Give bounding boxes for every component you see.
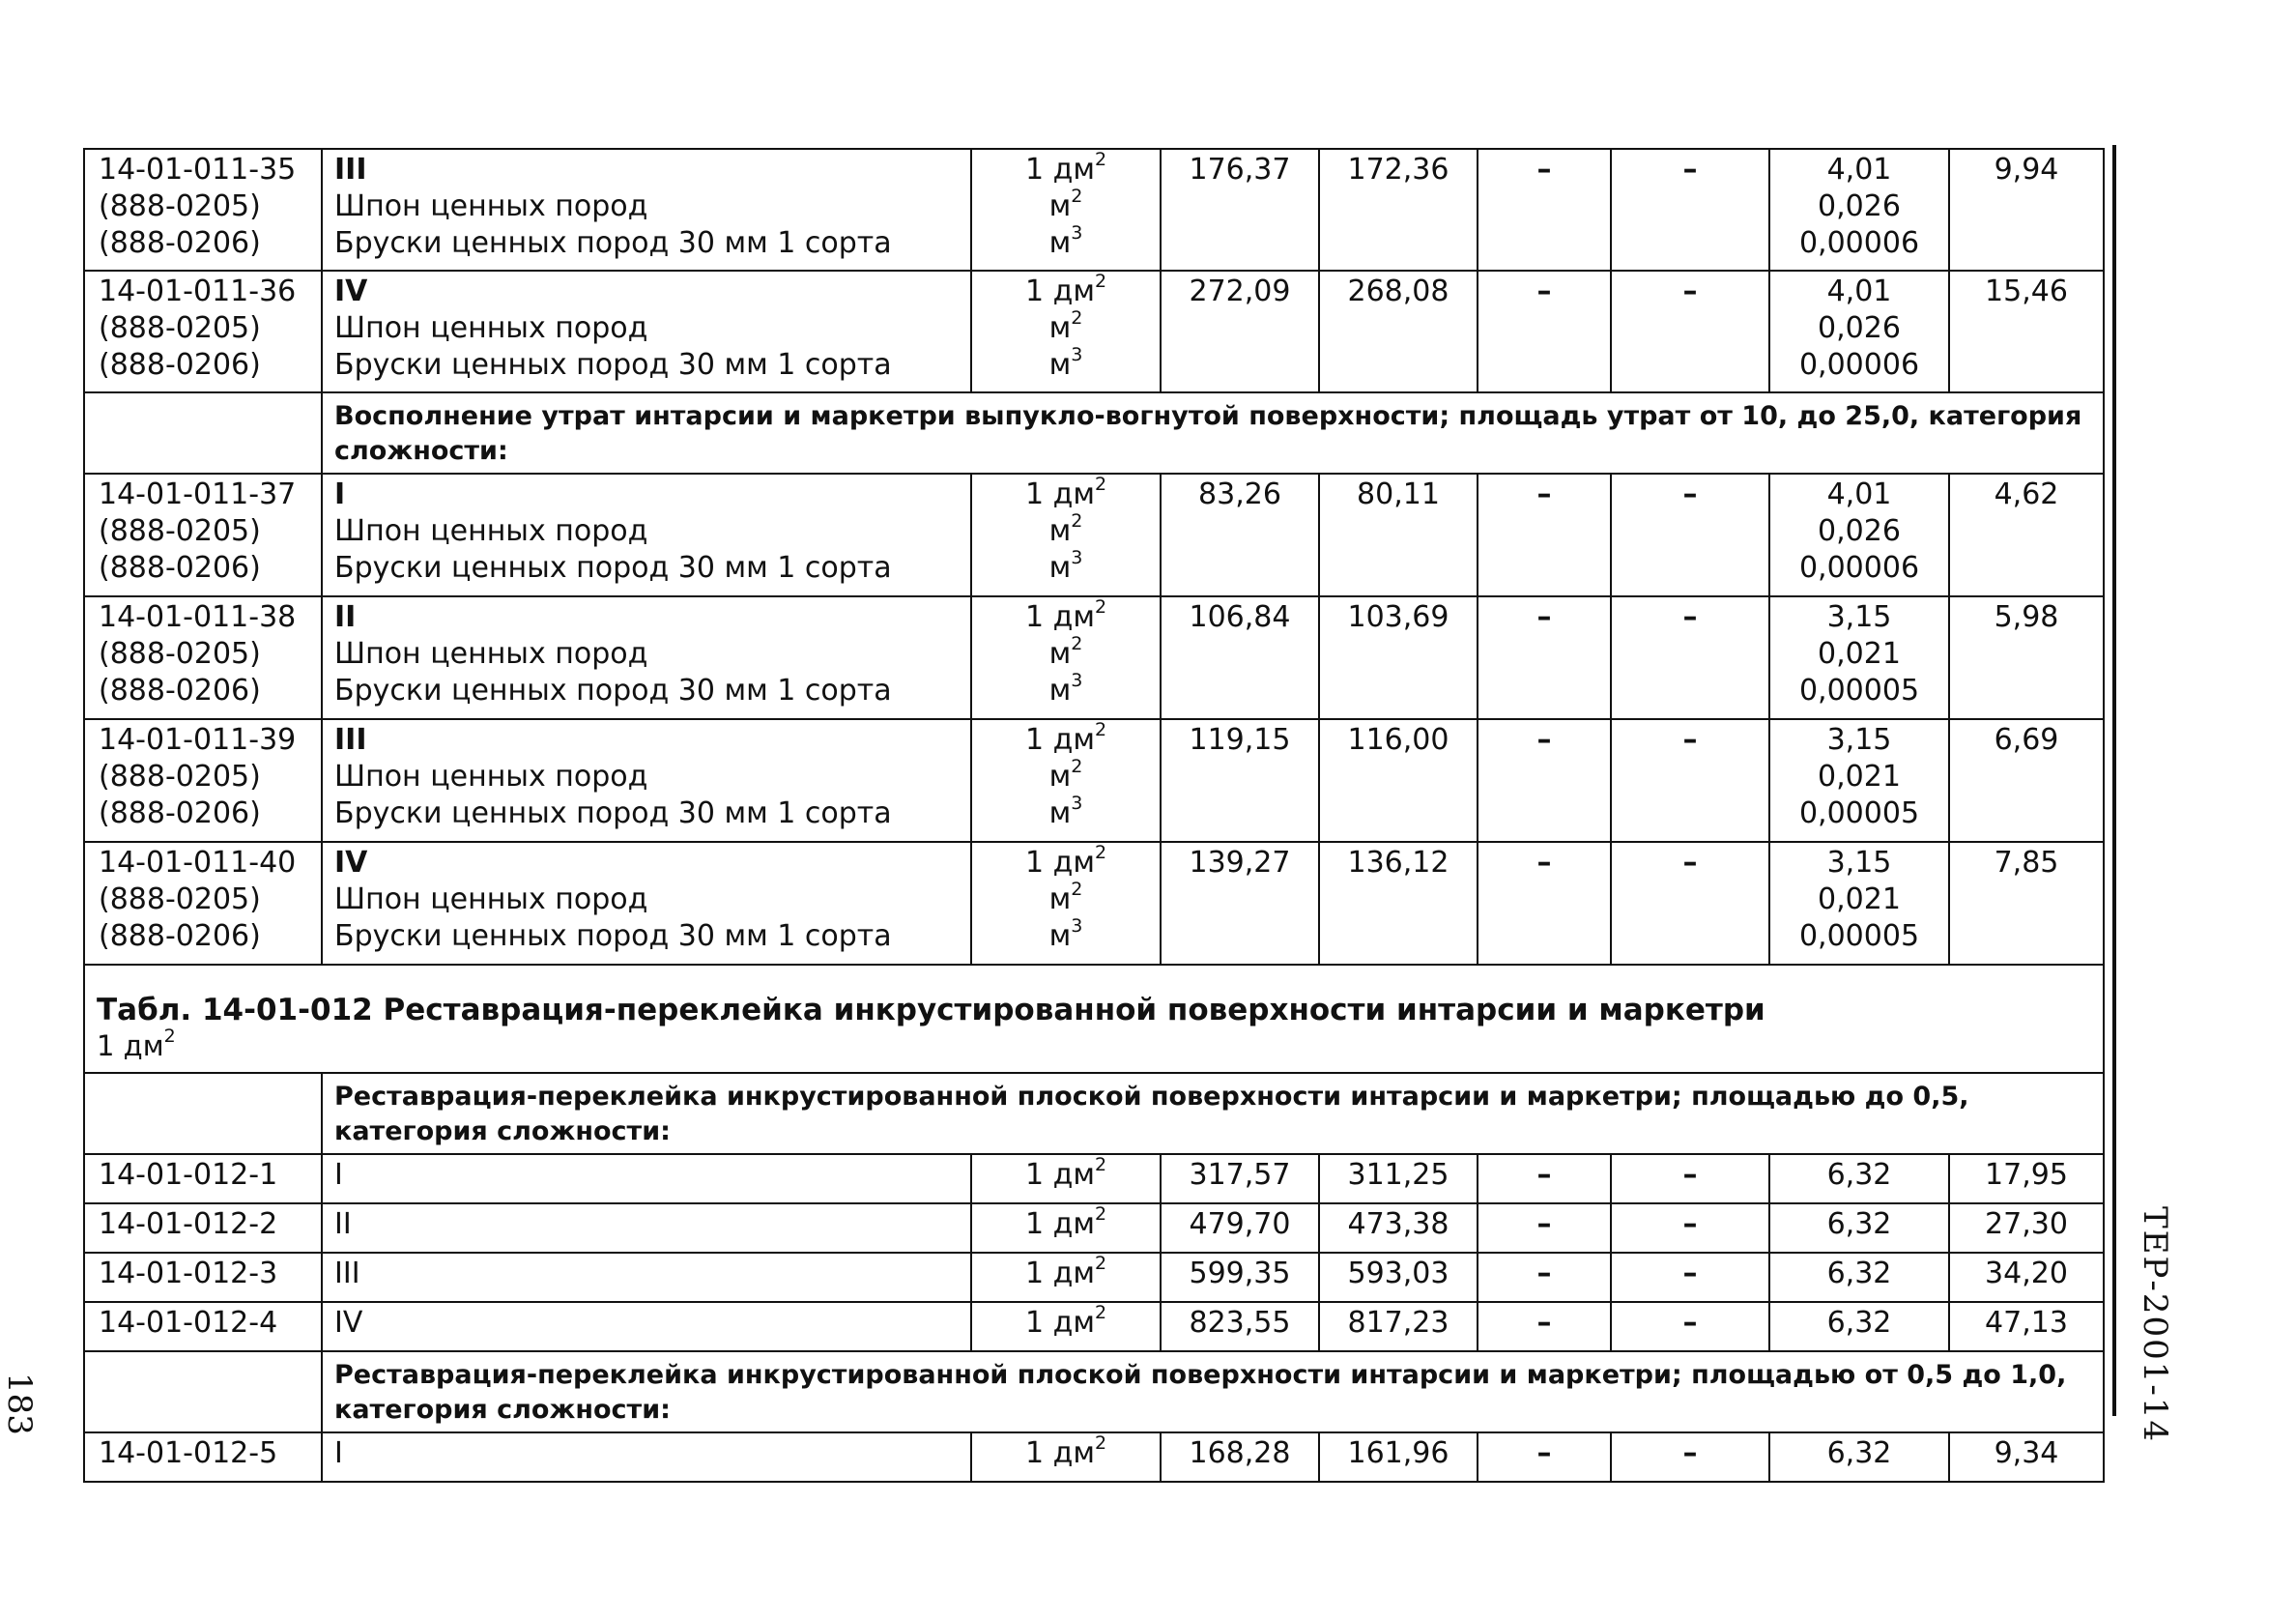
labor-cell: 9,94 [1949,149,2104,271]
wage-cell: 103,69 [1319,596,1478,719]
total-cost-cell: 317,57 [1161,1154,1319,1203]
labor-cell: 17,95 [1949,1154,2104,1203]
total-cost-cell: 139,27 [1161,842,1319,965]
code-cell: 14-01-012-5 [84,1432,322,1482]
document-code: ТЕР-2001-14 [2136,1206,2174,1444]
section-row [84,1351,2104,1432]
wage-cell: 161,96 [1319,1432,1478,1482]
unit-cell: 1 $дм^2$ $м^2$ $м^3$ [971,596,1161,719]
labor-cell: 5,98 [1949,596,2104,719]
wage-cell: 311,25 [1319,1154,1478,1203]
unit-cell: 1 $дм^2$ $м^2$ $м^3$ [971,719,1161,842]
driver-wage-cell: – [1611,596,1769,719]
labor-cell: 6,69 [1949,719,2104,842]
table-row [84,1154,2104,1203]
table-row [84,1203,2104,1253]
materials-cell: 6,32 [1769,1302,1949,1351]
binding-edge-line [2112,145,2116,1416]
rates-table [83,148,2105,1483]
materials-cell: 4,01 0,026 0,00006 [1769,271,1949,392]
table-row [84,1302,2104,1351]
section-heading: Реставрация-переклейка инкрустированной плоской поверхности интарсии и маркетри; площадью от 0,5 до 1,0, категория сложности: [322,1351,2104,1432]
materials-cell: 4,01 0,026 0,00006 [1769,474,1949,596]
driver-wage-cell: – [1611,719,1769,842]
work-name-cell: III Шпон ценных пород Бруски ценных пород 30 мм 1 сорта [322,719,971,842]
section-row [84,392,2104,474]
table-title: Табл. 14-01-012 Реставрация-переклейка инкрустированной поверхности интарсии и маркетри [97,993,1765,1027]
unit-cell: 1 $дм^2$ [971,1432,1161,1482]
total-cost-cell: 83,26 [1161,474,1319,596]
work-name-cell: IV [322,1302,971,1351]
materials-cell: 3,15 0,021 0,00005 [1769,719,1949,842]
total-cost-cell: 168,28 [1161,1432,1319,1482]
wage-cell: 172,36 [1319,149,1478,271]
empty-cell [84,392,322,474]
machine-cost-cell: – [1478,596,1611,719]
machine-cost-cell: – [1478,1432,1611,1482]
table-row [84,1253,2104,1302]
driver-wage-cell: – [1611,474,1769,596]
code-cell: 14-01-012-2 [84,1203,322,1253]
table-row [84,1432,2104,1482]
unit-cell: 1 $дм^2$ [971,1302,1161,1351]
code-cell: 14-01-011-36 (888-0205) (888-0206) [84,271,322,392]
labor-cell: 27,30 [1949,1203,2104,1253]
total-cost-cell: 119,15 [1161,719,1319,842]
driver-wage-cell: – [1611,842,1769,965]
machine-cost-cell: – [1478,1253,1611,1302]
driver-wage-cell: – [1611,1203,1769,1253]
materials-cell: 6,32 [1769,1203,1949,1253]
wage-cell: 817,23 [1319,1302,1478,1351]
unit-cell: 1 $дм^2$ [971,1203,1161,1253]
wage-cell: 136,12 [1319,842,1478,965]
total-cost-cell: 176,37 [1161,149,1319,271]
unit-cell: 1 $дм^2$ [971,1154,1161,1203]
section-heading: Восполнение утрат интарсии и маркетри выпукло-вогнутой поверхности; площадь утрат от 10, до 25,0, категория сложности: [322,392,2104,474]
wage-cell: 80,11 [1319,474,1478,596]
wage-cell: 268,08 [1319,271,1478,392]
labor-cell: 7,85 [1949,842,2104,965]
machine-cost-cell: – [1478,1302,1611,1351]
work-name-cell: I [322,1154,971,1203]
driver-wage-cell: – [1611,271,1769,392]
driver-wage-cell: – [1611,1432,1769,1482]
unit-cell: 1 $дм^2$ $м^2$ $м^3$ [971,271,1161,392]
wage-cell: 593,03 [1319,1253,1478,1302]
machine-cost-cell: – [1478,1203,1611,1253]
labor-cell: 34,20 [1949,1253,2104,1302]
machine-cost-cell: – [1478,474,1611,596]
driver-wage-cell: – [1611,1302,1769,1351]
materials-cell: 3,15 0,021 0,00005 [1769,842,1949,965]
section-row [84,1073,2104,1154]
table-row [84,842,2104,965]
labor-cell: 15,46 [1949,271,2104,392]
work-name-cell: IV Шпон ценных пород Бруски ценных пород 30 мм 1 сорта [322,271,971,392]
machine-cost-cell: – [1478,149,1611,271]
work-name-cell: II [322,1203,971,1253]
materials-cell: 6,32 [1769,1154,1949,1203]
code-cell: 14-01-011-38 (888-0205) (888-0206) [84,596,322,719]
unit-cell: 1 $дм^2$ $м^2$ $м^3$ [971,842,1161,965]
unit-cell: 1 $дм^2$ [971,1253,1161,1302]
machine-cost-cell: – [1478,842,1611,965]
code-cell: 14-01-012-1 [84,1154,322,1203]
work-name-cell: III [322,1253,971,1302]
materials-cell: 3,15 0,021 0,00005 [1769,596,1949,719]
section-heading: Реставрация-переклейка инкрустированной плоской поверхности интарсии и маркетри; площадью до 0,5, категория сложности: [322,1073,2104,1154]
machine-cost-cell: – [1478,1154,1611,1203]
code-cell: 14-01-012-4 [84,1302,322,1351]
total-cost-cell: 479,70 [1161,1203,1319,1253]
materials-cell: 6,32 [1769,1432,1949,1482]
work-name-cell: II Шпон ценных пород Бруски ценных пород 30 мм 1 сорта [322,596,971,719]
table-caption-row [84,965,2104,1073]
materials-cell: 4,01 0,026 0,00006 [1769,149,1949,271]
unit-cell: 1 $дм^2$ $м^2$ $м^3$ [971,474,1161,596]
work-name-cell: III Шпон ценных пород Бруски ценных пород 30 мм 1 сорта [322,149,971,271]
code-cell: 14-01-011-35 (888-0205) (888-0206) [84,149,322,271]
wage-cell: 116,00 [1319,719,1478,842]
work-name-cell: I [322,1432,971,1482]
total-cost-cell: 106,84 [1161,596,1319,719]
code-cell: 14-01-012-3 [84,1253,322,1302]
code-cell: 14-01-011-37 (888-0205) (888-0206) [84,474,322,596]
total-cost-cell: 599,35 [1161,1253,1319,1302]
total-cost-cell: 272,09 [1161,271,1319,392]
table-row [84,596,2104,719]
table-unit: 1 $дм^2$ [97,1026,176,1062]
total-cost-cell: 823,55 [1161,1302,1319,1351]
work-name-cell: IV Шпон ценных пород Бруски ценных пород 30 мм 1 сорта [322,842,971,965]
code-cell: 14-01-011-40 (888-0205) (888-0206) [84,842,322,965]
table-row [84,719,2104,842]
driver-wage-cell: – [1611,1154,1769,1203]
table-caption [84,965,2104,1073]
code-cell: 14-01-011-39 (888-0205) (888-0206) [84,719,322,842]
machine-cost-cell: – [1478,271,1611,392]
page-number: 183 [0,1373,39,1435]
empty-cell [84,1351,322,1432]
table-row [84,474,2104,596]
work-name-cell: I Шпон ценных пород Бруски ценных пород 30 мм 1 сорта [322,474,971,596]
empty-cell [84,1073,322,1154]
labor-cell: 4,62 [1949,474,2104,596]
driver-wage-cell: – [1611,149,1769,271]
wage-cell: 473,38 [1319,1203,1478,1253]
machine-cost-cell: – [1478,719,1611,842]
unit-cell: 1 $дм^2$ $м^2$ $м^3$ [971,149,1161,271]
table-row [84,149,2104,271]
table-row [84,271,2104,392]
materials-cell: 6,32 [1769,1253,1949,1302]
labor-cell: 47,13 [1949,1302,2104,1351]
driver-wage-cell: – [1611,1253,1769,1302]
labor-cell: 9,34 [1949,1432,2104,1482]
